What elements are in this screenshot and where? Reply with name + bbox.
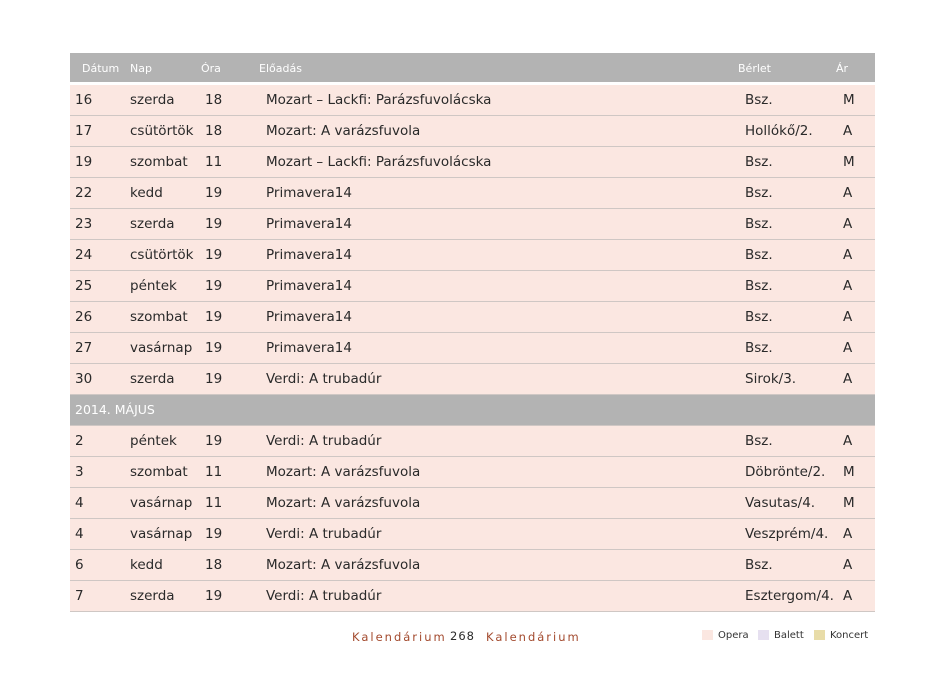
table-row [70, 271, 875, 302]
month-label: 2014. MÁJUS [75, 402, 155, 417]
cell-nap: szombat [130, 154, 188, 170]
legend-balett: Balett [774, 630, 804, 641]
cell-nap: vasárnap [130, 495, 193, 511]
table-row [70, 333, 875, 364]
cell-ora: 11 [205, 495, 223, 511]
cell-ora: 19 [205, 278, 223, 294]
cell-eloadas: Mozart: A varázsfuvola [266, 123, 421, 139]
cell-datum: 4 [75, 526, 84, 542]
cell-ar: A [843, 278, 853, 294]
koncert-swatch [814, 630, 825, 640]
cell-eloadas: Verdi: A trubadúr [266, 371, 382, 387]
cell-eloadas: Mozart: A varázsfuvola [266, 495, 421, 511]
cell-berlet: Vasutas/4. [745, 495, 816, 511]
cell-ar: M [843, 464, 855, 480]
table-row [70, 209, 875, 240]
cell-datum: 23 [75, 216, 93, 232]
cell-nap: vasárnap [130, 340, 193, 356]
table-row [70, 240, 875, 271]
cell-nap: csütörtök [130, 123, 194, 139]
cell-ora: 19 [205, 216, 223, 232]
cell-berlet: Bsz. [745, 216, 773, 232]
cell-datum: 19 [75, 154, 93, 170]
cell-nap: szombat [130, 464, 188, 480]
cell-datum: 16 [75, 92, 93, 108]
cell-datum: 17 [75, 123, 93, 139]
cell-ora: 19 [205, 371, 223, 387]
cell-datum: 2 [75, 433, 84, 449]
cell-berlet: Bsz. [745, 247, 773, 263]
legend-koncert: Koncert [830, 630, 869, 641]
cell-ora: 19 [205, 433, 223, 449]
cell-eloadas: Primavera14 [266, 278, 352, 294]
table-row [70, 147, 875, 178]
header-berlet: Bérlet [738, 62, 771, 75]
footer-left-title: Kalendárium [352, 630, 447, 644]
cell-berlet: Bsz. [745, 154, 773, 170]
cell-eloadas: Primavera14 [266, 340, 352, 356]
table-row [70, 178, 875, 209]
cell-eloadas: Primavera14 [266, 185, 352, 201]
legend-opera: Opera [718, 630, 749, 641]
cell-berlet: Bsz. [745, 433, 773, 449]
table-row [70, 519, 875, 550]
cell-ora: 18 [205, 92, 223, 108]
table-row [70, 581, 875, 612]
table-row [70, 116, 875, 147]
table-row [70, 426, 875, 457]
table-row [70, 364, 875, 395]
cell-datum: 4 [75, 495, 84, 511]
cell-nap: szombat [130, 309, 188, 325]
cell-ar: A [843, 588, 853, 604]
footer-right-title: Kalendárium [486, 630, 581, 644]
april-rows [70, 85, 875, 395]
balett-swatch [758, 630, 769, 640]
cell-ar: M [843, 92, 855, 108]
header-datum: Dátum [82, 62, 120, 75]
cell-eloadas: Verdi: A trubadúr [266, 433, 382, 449]
cell-berlet: Bsz. [745, 557, 773, 573]
cell-ora: 19 [205, 247, 223, 263]
cell-nap: péntek [130, 278, 177, 294]
page-footer [0, 628, 944, 648]
cell-nap: kedd [130, 557, 163, 573]
cell-datum: 24 [75, 247, 93, 263]
cell-berlet: Hollókő/2. [745, 123, 813, 139]
cell-datum: 26 [75, 309, 93, 325]
cell-nap: szerda [130, 588, 175, 604]
cell-eloadas: Verdi: A trubadúr [266, 526, 382, 542]
cell-ar: A [843, 185, 853, 201]
month-divider [70, 395, 875, 426]
cell-berlet: Bsz. [745, 185, 773, 201]
cell-ar: A [843, 247, 853, 263]
header-ora: Óra [201, 62, 221, 75]
cell-ar: M [843, 154, 855, 170]
cell-ora: 11 [205, 464, 223, 480]
cell-ar: A [843, 526, 853, 542]
cell-nap: szerda [130, 92, 175, 108]
page-number: 268 [450, 629, 475, 643]
cell-datum: 30 [75, 371, 93, 387]
cell-ora: 18 [205, 123, 223, 139]
cell-datum: 6 [75, 557, 84, 573]
cell-berlet: Sirok/3. [745, 371, 797, 387]
header-eloadas: Előadás [259, 62, 302, 75]
cell-datum: 7 [75, 588, 84, 604]
cell-berlet: Bsz. [745, 309, 773, 325]
may-rows [70, 426, 875, 612]
cell-ar: A [843, 216, 853, 232]
cell-datum: 3 [75, 464, 84, 480]
cell-ar: A [843, 557, 853, 573]
opera-swatch [702, 630, 713, 640]
header-ar: Ár [836, 62, 849, 75]
cell-ora: 19 [205, 340, 223, 356]
cell-ora: 11 [205, 154, 223, 170]
cell-nap: kedd [130, 185, 163, 201]
table-header [70, 53, 875, 85]
cell-ora: 19 [205, 526, 223, 542]
table-row [70, 550, 875, 581]
table-row [70, 302, 875, 333]
cell-eloadas: Primavera14 [266, 309, 352, 325]
cell-eloadas: Verdi: A trubadúr [266, 588, 382, 604]
cell-berlet: Bsz. [745, 278, 773, 294]
schedule-table [70, 53, 875, 612]
cell-datum: 22 [75, 185, 93, 201]
table-row [70, 457, 875, 488]
cell-berlet: Bsz. [745, 340, 773, 356]
cell-eloadas: Primavera14 [266, 247, 352, 263]
cell-ar: M [843, 495, 855, 511]
cell-ora: 19 [205, 309, 223, 325]
header-nap: Nap [130, 62, 152, 75]
cell-nap: vasárnap [130, 526, 193, 542]
cell-ar: A [843, 371, 853, 387]
cell-nap: péntek [130, 433, 177, 449]
cell-ar: A [843, 309, 853, 325]
table-row [70, 85, 875, 116]
table-row [70, 488, 875, 519]
cell-ora: 19 [205, 588, 223, 604]
cell-berlet: Döbrönte/2. [745, 464, 826, 480]
cell-datum: 25 [75, 278, 93, 294]
cell-berlet: Veszprém/4. [745, 526, 829, 542]
cell-nap: szerda [130, 371, 175, 387]
cell-eloadas: Mozart – Lackfi: Parázsfuvolácska [266, 154, 492, 170]
cell-berlet: Esztergom/4. [745, 588, 834, 604]
cell-eloadas: Mozart: A varázsfuvola [266, 557, 421, 573]
cell-ora: 18 [205, 557, 223, 573]
cell-berlet: Bsz. [745, 92, 773, 108]
cell-nap: csütörtök [130, 247, 194, 263]
cell-eloadas: Mozart – Lackfi: Parázsfuvolácska [266, 92, 492, 108]
cell-nap: szerda [130, 216, 175, 232]
cell-ora: 19 [205, 185, 223, 201]
cell-ar: A [843, 433, 853, 449]
cell-ar: A [843, 123, 853, 139]
cell-ar: A [843, 340, 853, 356]
cell-eloadas: Mozart: A varázsfuvola [266, 464, 421, 480]
cell-eloadas: Primavera14 [266, 216, 352, 232]
cell-datum: 27 [75, 340, 93, 356]
